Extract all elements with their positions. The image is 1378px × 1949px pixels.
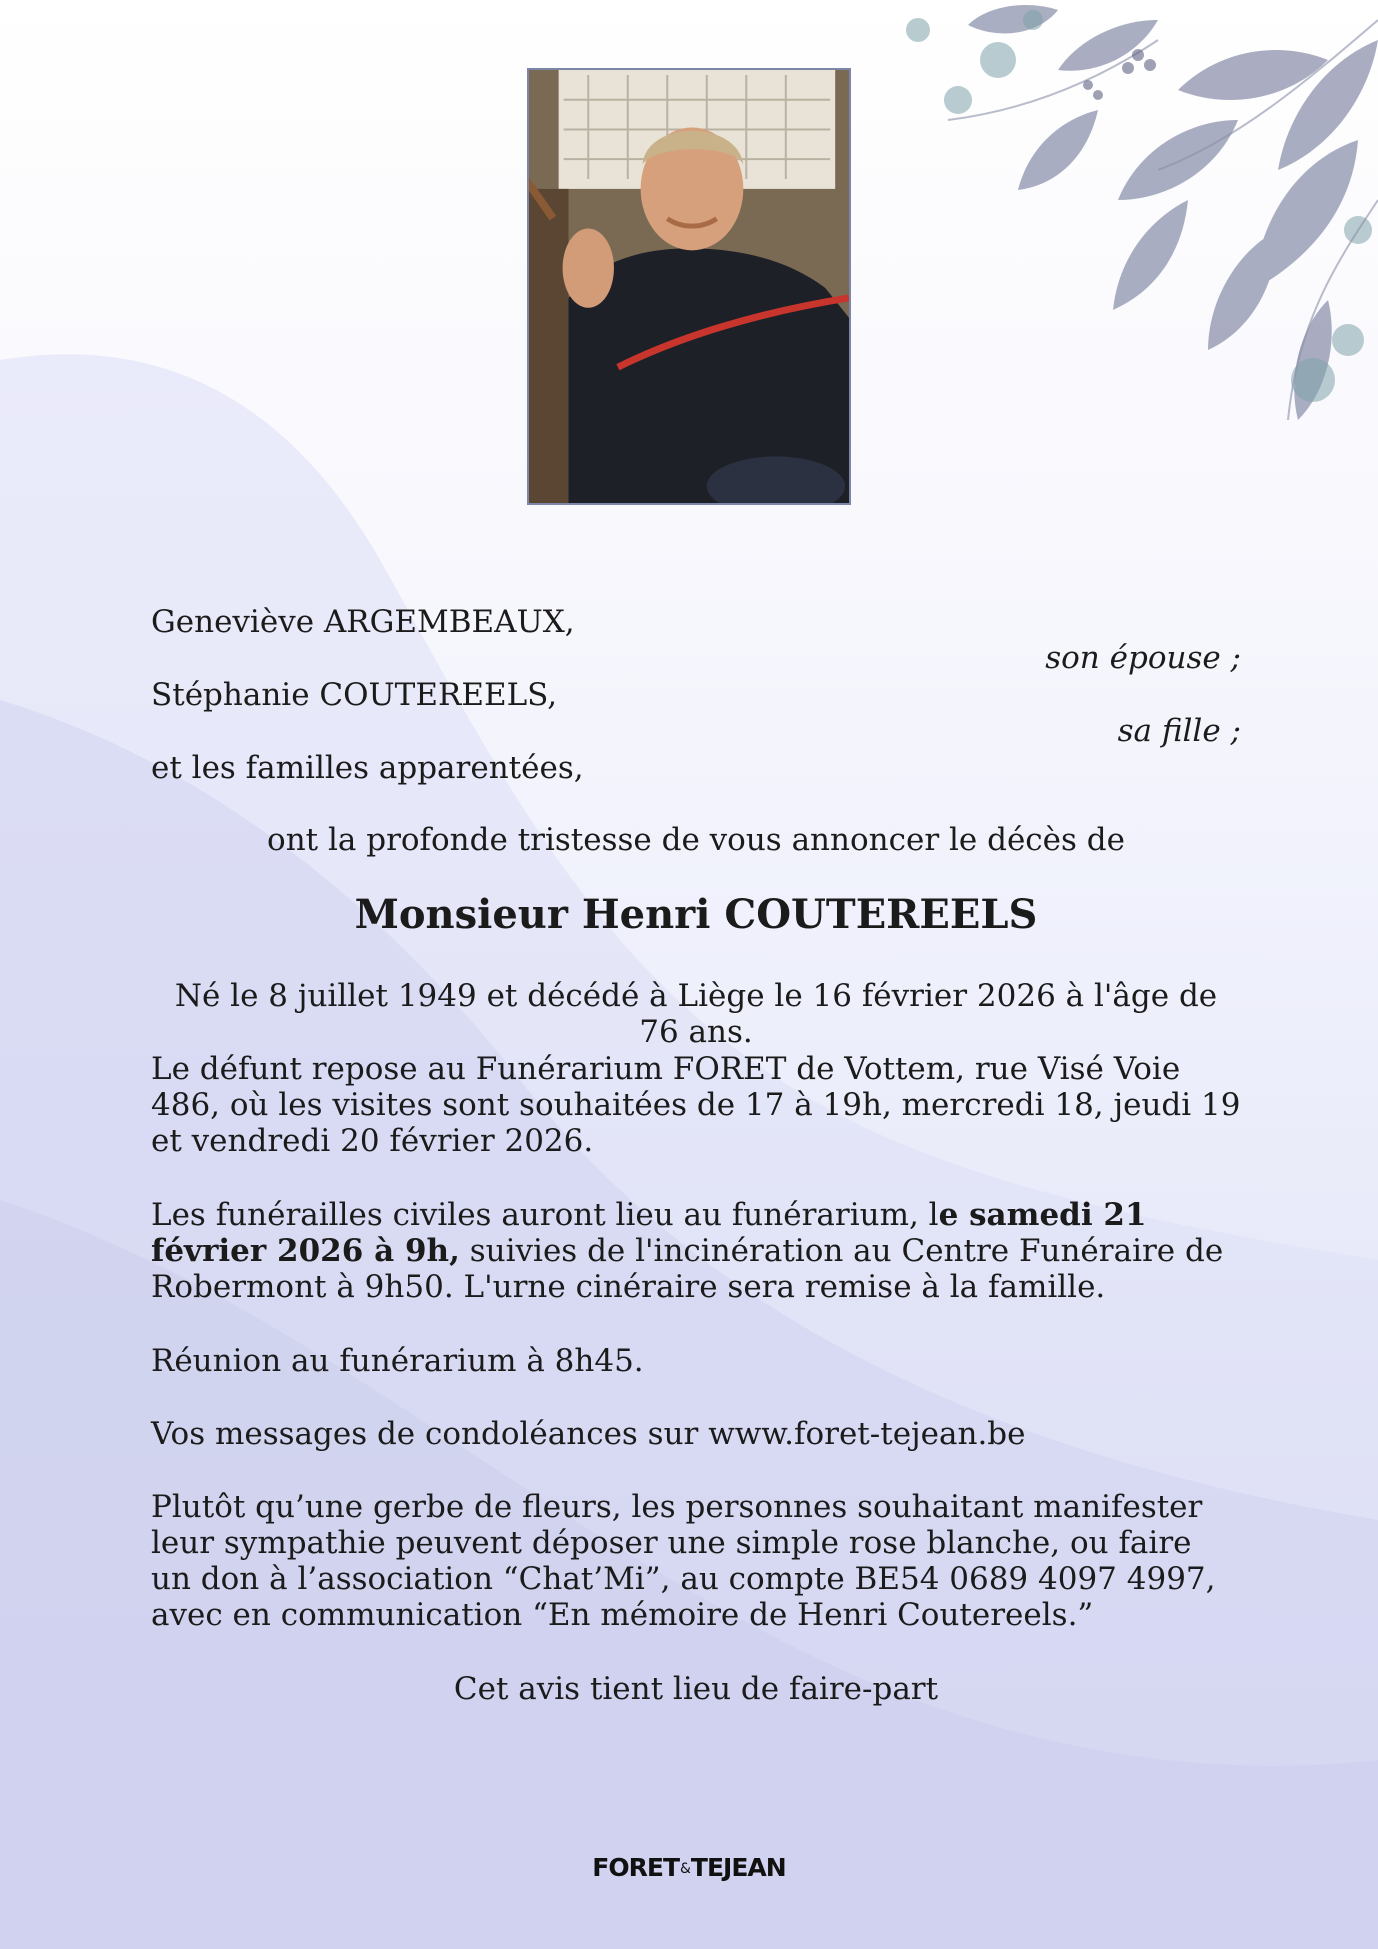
portrait-photo [527,68,851,505]
spouse-relation: son épouse ; [1045,640,1241,676]
donation-paragraph [151,1489,1241,1633]
closing-text: Cet avis tient lieu de faire-part [453,1671,939,1707]
birth-death-text: Né le 8 juillet 1949 et décédé à Liège le 16 février 2026 à l'âge de 76 ans. [174,978,1218,1050]
visitation-paragraph [151,1051,1241,1159]
foret-tejean-logo [0,1853,1378,1882]
announcement-text: ont la profonde tristesse de vous annoncer le décès de [267,822,1125,858]
daughter-relation: sa fille ; [1117,713,1241,749]
donation-text: Plutôt qu’une gerbe de fleurs, les personnes souhaitant manifester leur sympathie peuvent déposer une simple rose blanche, ou faire un don à l’association “Chat’Mi”, au compte BE54 0689 4097 4997, avec en communication “En mémoire de Henri Coutereels.” [151,1489,1216,1633]
logo-left: FORET [592,1853,679,1882]
meeting-text: Réunion au funérarium à 8h45. [151,1343,644,1379]
related-families: et les familles apparentées, [151,750,584,786]
logo-amp: & [680,1861,690,1877]
daughter-name: Stéphanie COUTEREELS, [151,677,558,713]
deceased-name: Monsieur Henri COUTEREELS [354,891,1038,938]
spouse-name: Geneviève ARGEMBEAUX, [151,604,575,640]
funeral-intro: Les funérailles civiles auront lieu au funérarium, l [151,1197,939,1233]
condolences-text: Vos messages de condoléances sur www.foret-tejean.be [151,1416,1026,1452]
funeral-paragraph [151,1197,1241,1305]
logo-right: TEJEAN [690,1853,786,1882]
visitation-text: Le défunt repose au Funérarium FORET de Vottem, rue Visé Voie 486, où les visites sont souhaitées de 17 à 19h, mercredi 18, jeudi 19 et vendredi 20 février 2026. [151,1051,1241,1159]
funeral-rest: suivies de l'incinération au Centre Funéraire de Robermont à 9h50. L'urne cinéraire sera remise à la famille. [151,1233,1224,1305]
leaves-decoration-icon [858,0,1378,480]
funeral-date: e samedi 21 février 2026 à 9h, [151,1197,1147,1269]
